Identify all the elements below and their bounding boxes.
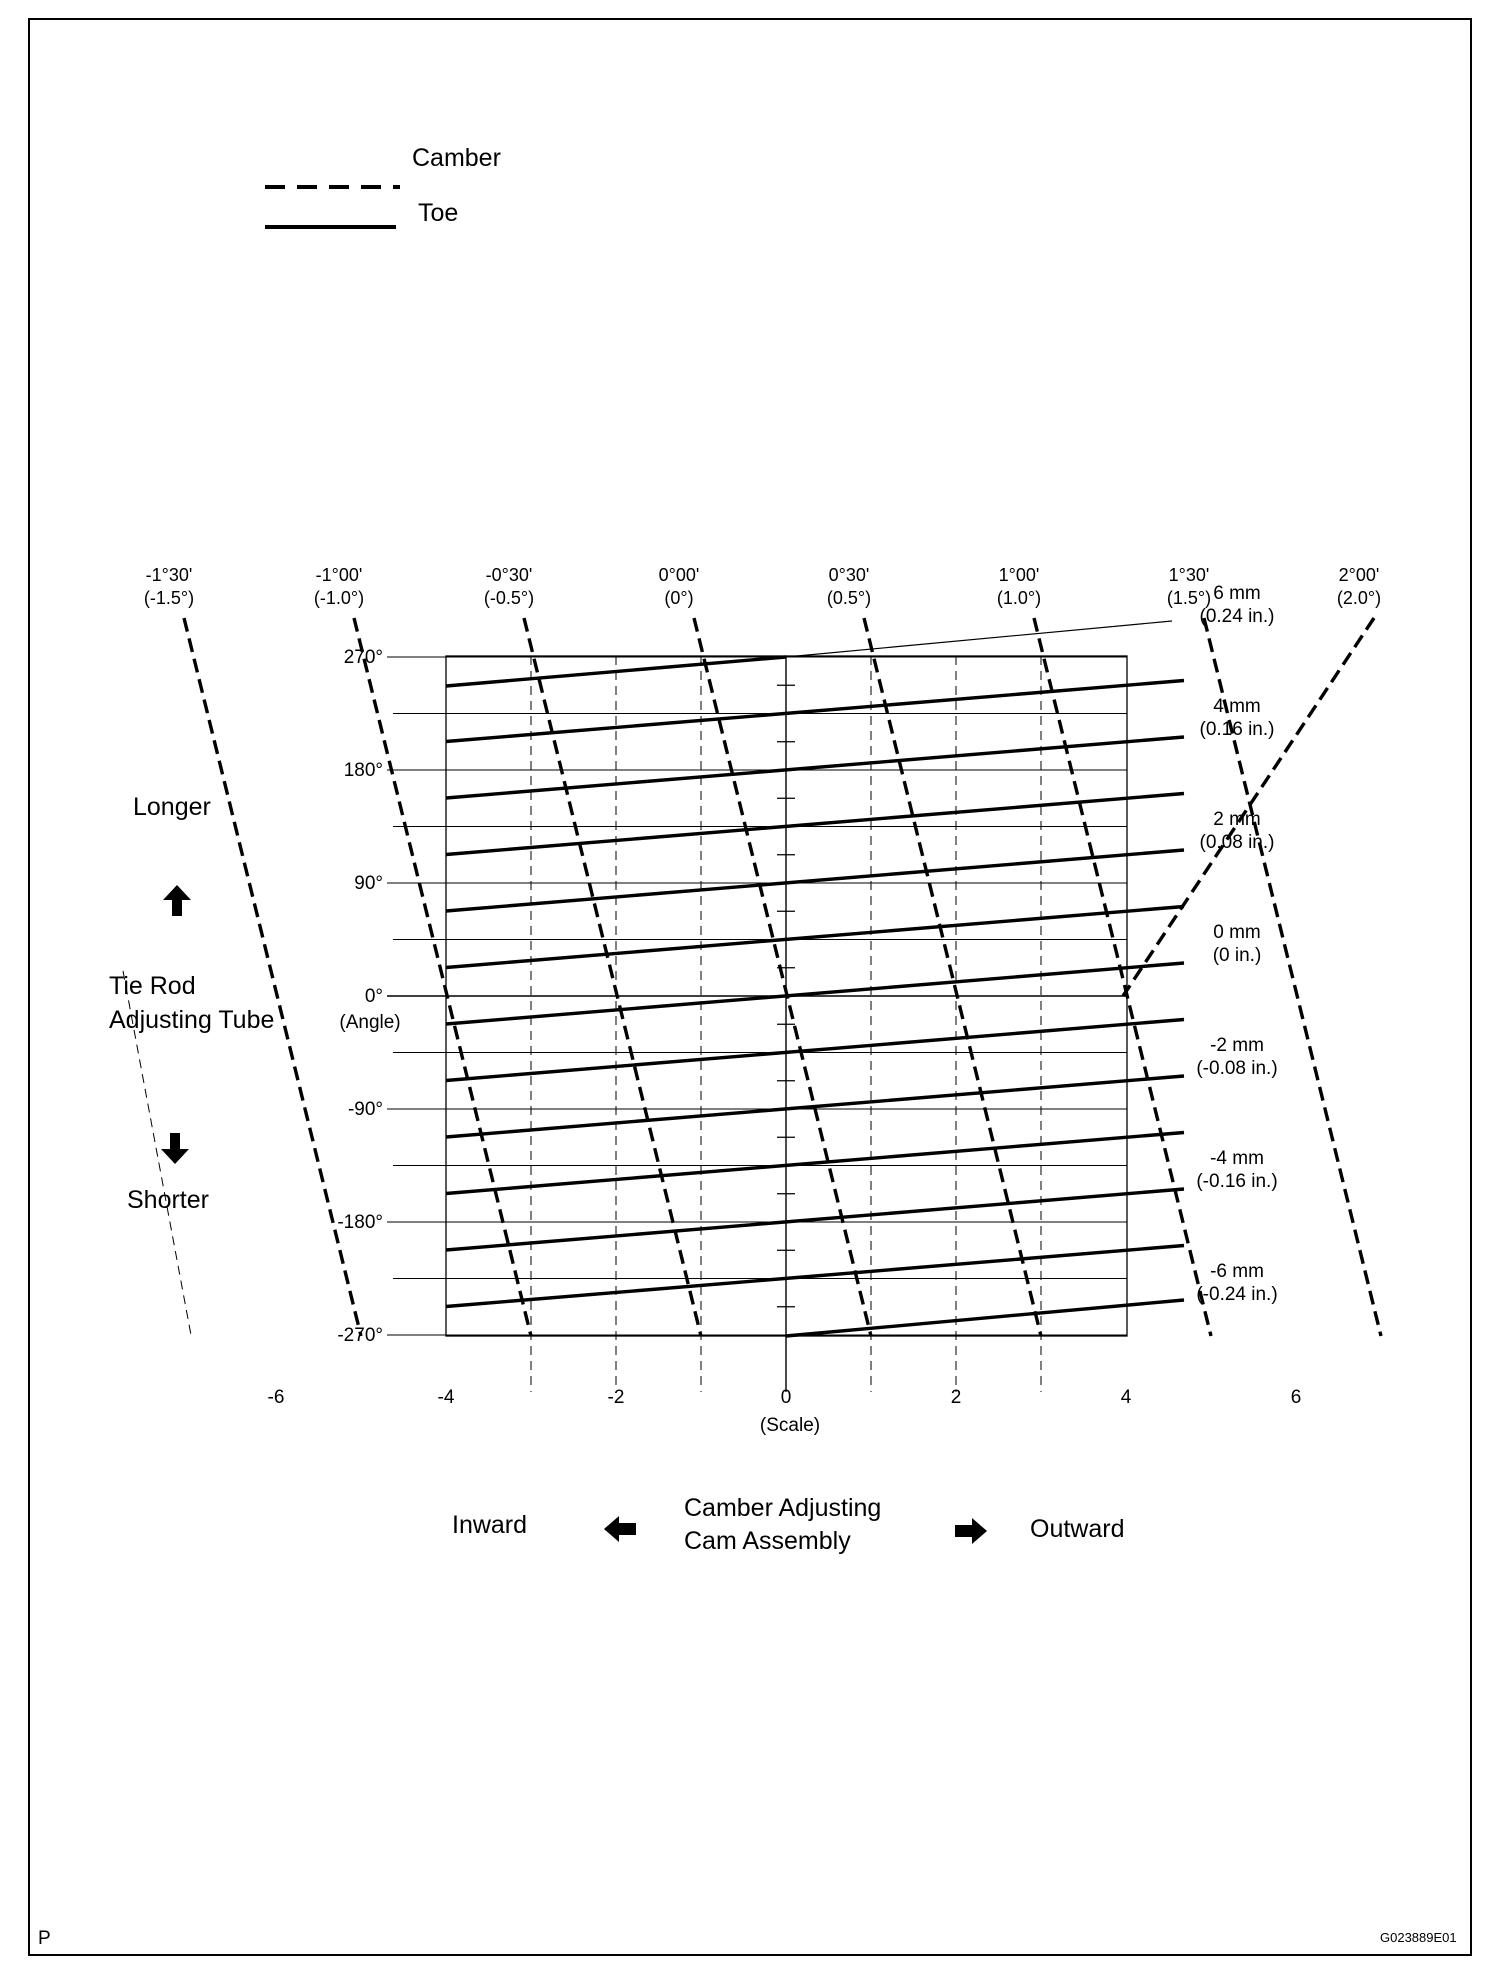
camber-angle-label: 1°30'	[1168, 565, 1210, 585]
y-tick-label: 270°	[343, 647, 383, 668]
toe-line	[786, 1300, 1184, 1336]
inward-label: Inward	[452, 1511, 528, 1539]
y-tick-label: -270°	[337, 1325, 383, 1346]
toe-mm-label: 0 mm	[1213, 922, 1261, 943]
toe-line	[446, 1020, 1184, 1081]
toe-line	[446, 963, 1184, 1024]
shorter-label: Shorter	[127, 1186, 209, 1214]
x-tick-label: -2	[607, 1387, 625, 1408]
outward-label: Outward	[1030, 1515, 1125, 1543]
toe-inch-label: (0 in.)	[1212, 945, 1262, 966]
tie-rod-label-line2: Adjusting Tube	[109, 1006, 275, 1034]
x-tick-label: 0	[780, 1387, 792, 1408]
camber-line	[1034, 618, 1211, 1336]
toe-inch-label: (0.08 in.)	[1199, 832, 1275, 853]
cam-assembly-label-line2: Cam Assembly	[684, 1527, 851, 1555]
y-axis-title: (Angle)	[339, 1012, 401, 1033]
camber-line	[524, 618, 701, 1336]
outward-arrow-icon	[955, 1518, 987, 1544]
toe-inch-label: (0.24 in.)	[1199, 606, 1275, 627]
legend-toe-label: Toe	[418, 199, 459, 227]
toe-line	[446, 850, 1184, 911]
x-tick-label: -6	[267, 1387, 285, 1408]
toe-inch-label: (-0.24 in.)	[1196, 1284, 1278, 1305]
y-tick-label: 0°	[364, 986, 383, 1007]
x-tick-label: 2	[950, 1387, 962, 1408]
camber-angle-label: -1°00'	[315, 565, 363, 585]
toe-inch-label: (-0.16 in.)	[1196, 1171, 1278, 1192]
toe-line	[446, 907, 1184, 968]
x-tick-label: -4	[437, 1387, 455, 1408]
toe-inch-label: (-0.08 in.)	[1196, 1058, 1278, 1079]
camber-degree-label: (1.5°)	[1166, 588, 1212, 608]
camber-angle-label: 2°00'	[1338, 565, 1380, 585]
camber-degree-label: (-1.0°)	[313, 588, 365, 608]
camber-degree-label: (2.0°)	[1336, 588, 1382, 608]
y-tick-label: -180°	[337, 1212, 383, 1233]
legend-camber-label: Camber	[412, 144, 501, 172]
figure-code: G023889E01	[1380, 1930, 1457, 1945]
legend	[265, 144, 501, 227]
camber-degree-label: (0.5°)	[826, 588, 872, 608]
toe-line	[446, 681, 1184, 742]
toe-mm-label: 4 mm	[1213, 696, 1261, 717]
x-tick-label: 4	[1120, 1387, 1132, 1408]
toe-line	[446, 794, 1184, 855]
toe-line	[446, 1133, 1184, 1194]
toe-line	[446, 1076, 1184, 1137]
toe-line	[446, 1189, 1184, 1250]
x-axis-title: (Scale)	[759, 1415, 821, 1436]
camber-degree-label: (-0.5°)	[483, 588, 535, 608]
camber-degree-label: (1.0°)	[996, 588, 1042, 608]
tie-rod-label-line1: Tie Rod	[109, 972, 196, 1000]
cam-assembly-label-line1: Camber Adjusting	[684, 1494, 882, 1522]
longer-arrow-icon	[163, 885, 191, 916]
camber-degree-label: (-1.5°)	[143, 588, 195, 608]
toe-mm-label: -2 mm	[1210, 1035, 1264, 1056]
toe-line	[446, 1246, 1184, 1307]
camber-angle-label: -1°30'	[145, 565, 193, 585]
y-tick-label: 180°	[343, 760, 383, 781]
shorter-arrow-icon	[161, 1133, 189, 1164]
toe-mm-label: 6 mm	[1213, 583, 1261, 604]
page-mark: P	[38, 1928, 51, 1949]
y-tick-label: -90°	[347, 1099, 383, 1120]
camber-angle-label: 0°30'	[828, 565, 870, 585]
camber-degree-label: (0°)	[664, 588, 694, 608]
toe-line-extension	[786, 621, 1172, 657]
longer-label: Longer	[133, 793, 211, 821]
toe-mm-label: 2 mm	[1213, 809, 1261, 830]
y-tick-label: 90°	[354, 873, 383, 894]
camber-angle-label: 0°00'	[658, 565, 700, 585]
inward-arrow-icon	[604, 1516, 636, 1542]
camber-angle-label: -0°30'	[485, 565, 533, 585]
x-tick-label: 6	[1290, 1387, 1302, 1408]
camber-line	[184, 618, 361, 1336]
toe-lines	[446, 621, 1184, 1336]
toe-mm-label: -4 mm	[1210, 1148, 1264, 1169]
toe-mm-label: -6 mm	[1210, 1261, 1264, 1282]
toe-inch-label: (0.16 in.)	[1199, 719, 1275, 740]
camber-angle-label: 1°00'	[998, 565, 1040, 585]
